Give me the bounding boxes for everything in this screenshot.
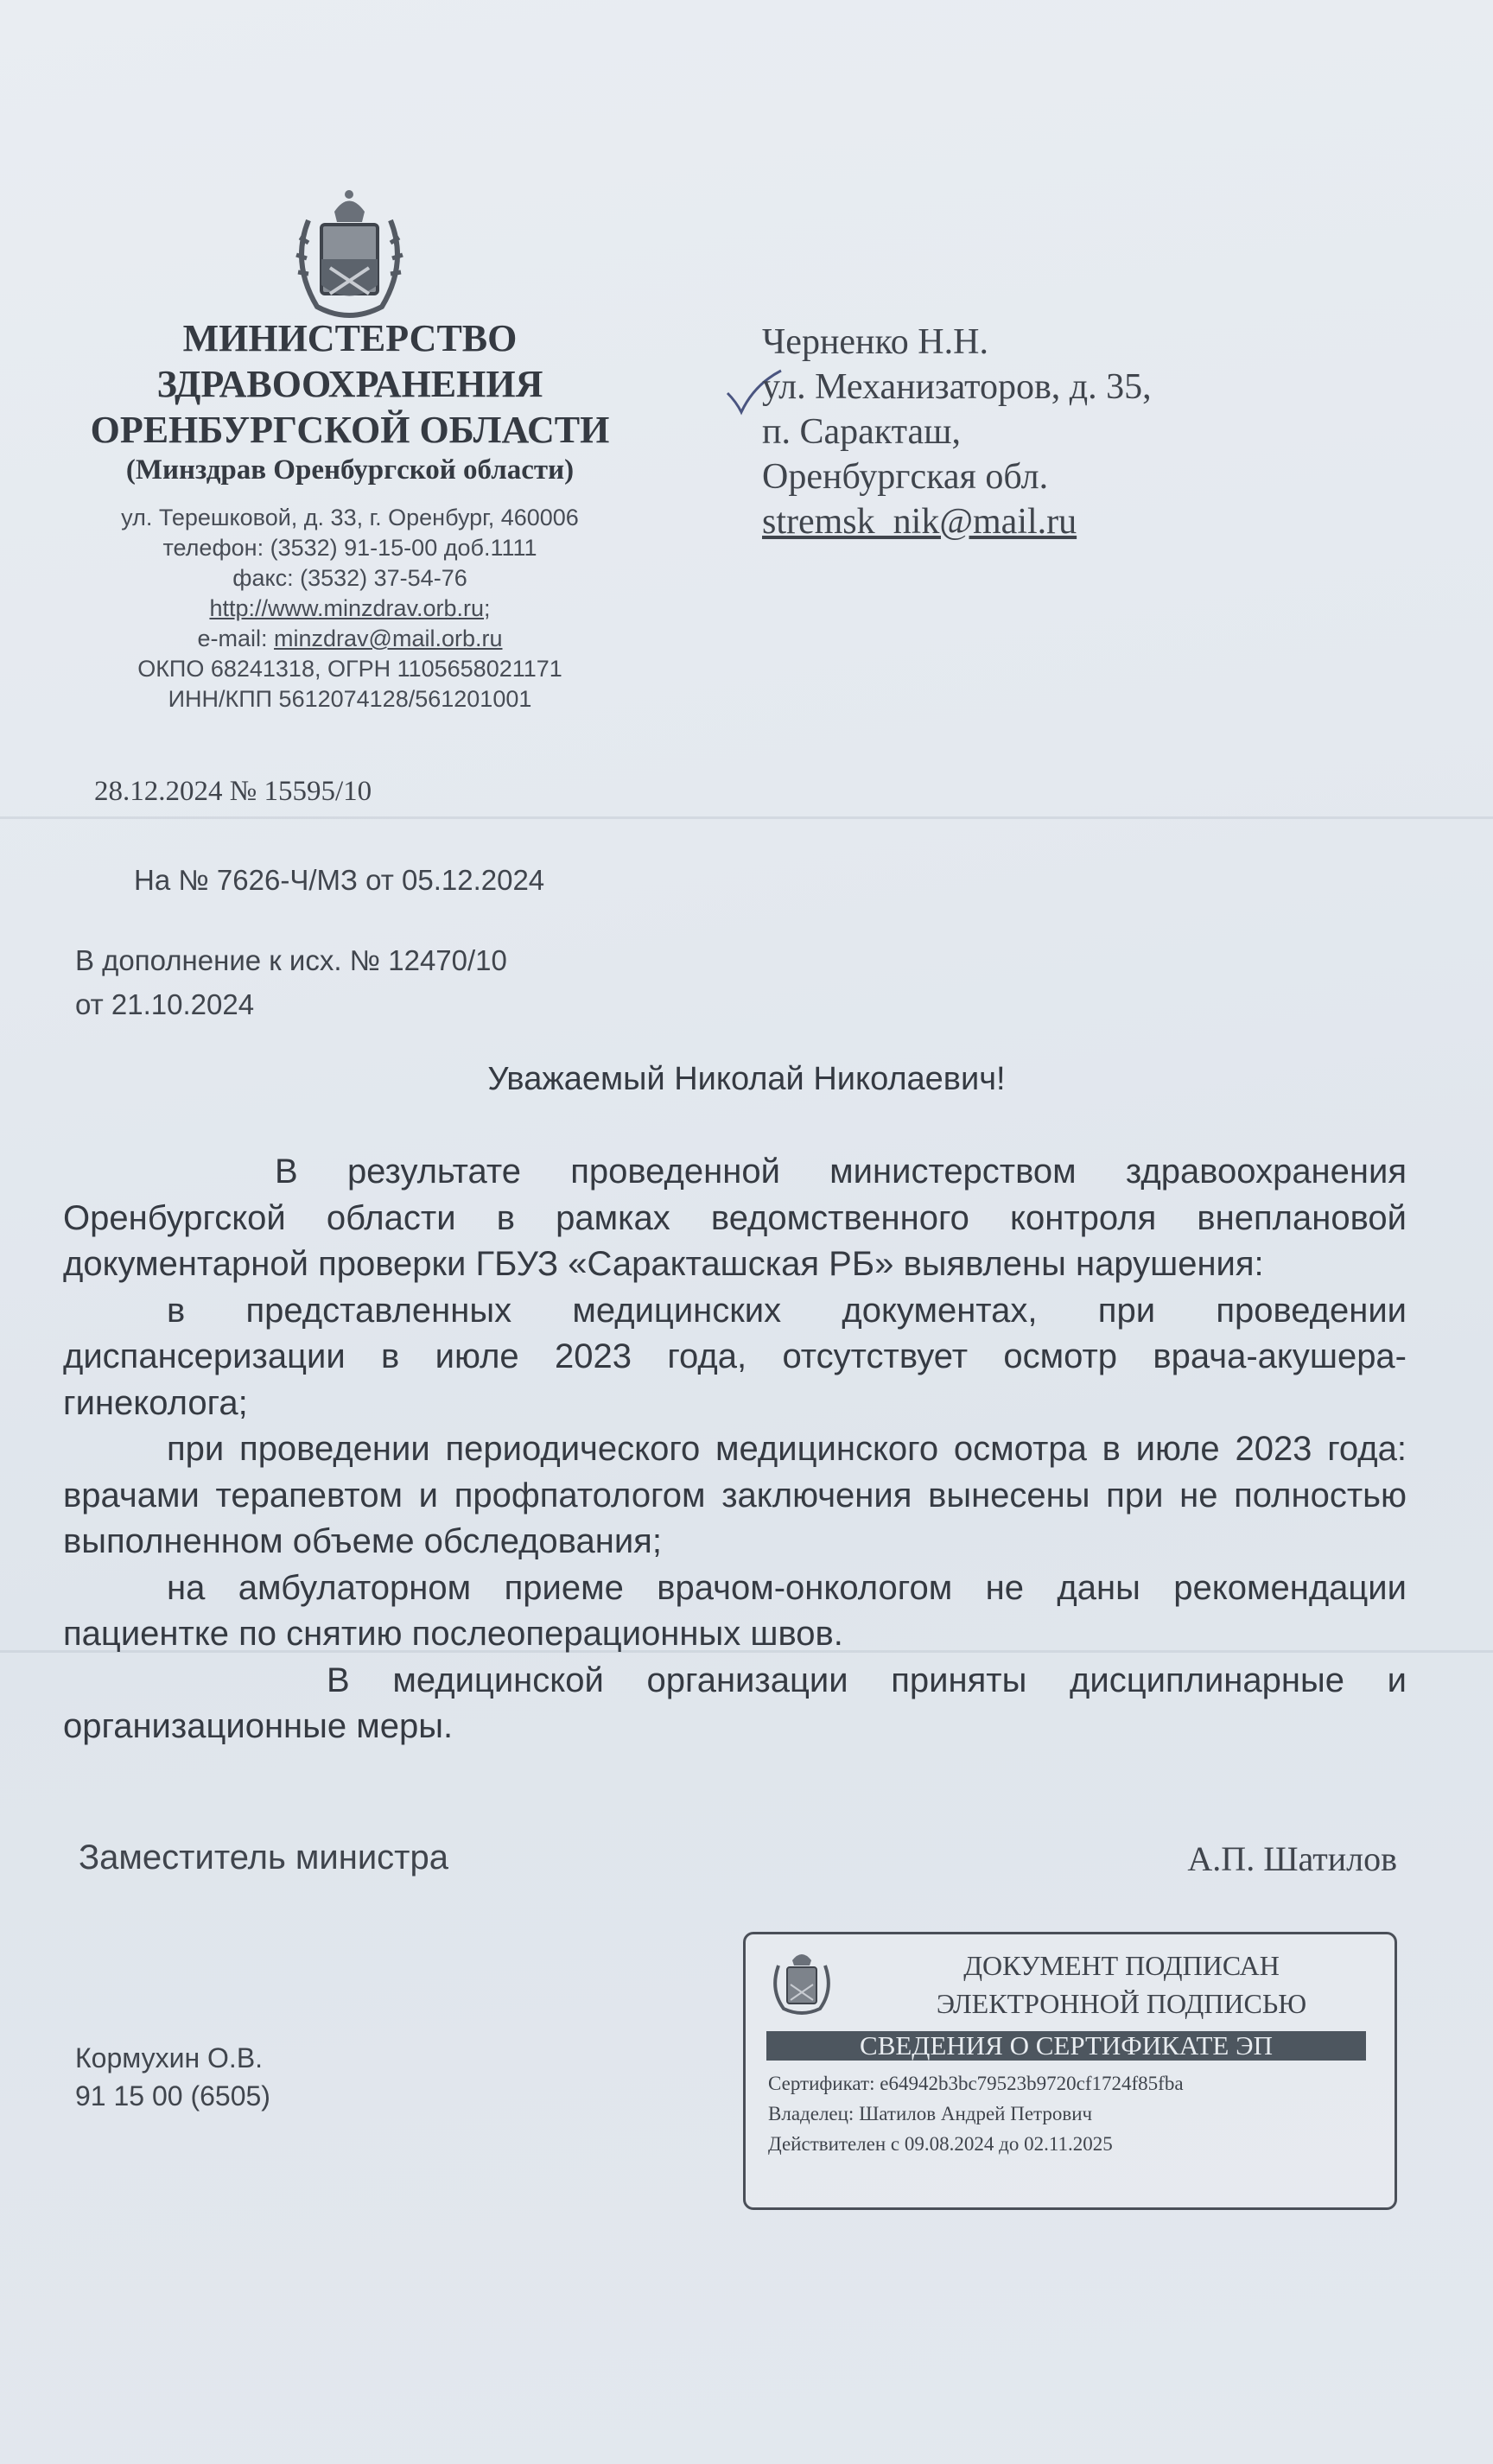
sender-okpo-ogrn: ОКПО 68241318, ОГРН 1105658021171 bbox=[137, 656, 562, 682]
body-paragraph: в представленных медицинских документах, при проведении диспансеризации в июле 2023 года, отсутствует осмотр врача-акушера-гинеколога; bbox=[63, 1291, 1407, 1422]
sender-contacts bbox=[52, 503, 648, 714]
addition-line: от 21.10.2024 bbox=[75, 988, 255, 1020]
sender-fax: факс: (3532) 37-54-76 bbox=[232, 565, 467, 591]
body-paragraph: В медицинской организации приняты дисциплинарные и организационные меры. bbox=[63, 1661, 1407, 1745]
executor-name: Кормухин О.В. bbox=[75, 2042, 264, 2073]
coat-of-arms-icon bbox=[766, 1946, 837, 2017]
recipient-email-link[interactable]: stremsk_nik@mail.ru bbox=[762, 502, 1077, 542]
body-paragraph: В результате проведенной министерством здравоохранения Оренбургской области в рамках ведомственного контроля внеплановой документарной проверки ГБУЗ «Саракташская РБ» выявлены нарушения: bbox=[63, 1153, 1407, 1283]
ministry-title-line: ЗДРАВООХРАНЕНИЯ bbox=[156, 363, 543, 405]
recipient-street: ул. Механизаторов, д. 35, bbox=[762, 367, 1152, 407]
website-suffix: ; bbox=[484, 595, 491, 621]
recipient-name: Черненко Н.Н. bbox=[762, 322, 988, 362]
stamp-certificate: Сертификат: e64942b3bc79523b9720cf1724f85fba bbox=[768, 2073, 1184, 2094]
stamp-owner: Владелец: Шатилов Андрей Петрович bbox=[768, 2103, 1093, 2124]
letter-body bbox=[63, 1149, 1407, 1750]
coat-of-arms-icon bbox=[283, 186, 416, 322]
letter-addition bbox=[75, 938, 507, 1026]
ministry-title-line: ОРЕНБУРГСКОЙ ОБЛАСТИ bbox=[90, 409, 610, 451]
stamp-validity: Действителен с 09.08.2024 до 02.11.2025 bbox=[768, 2133, 1113, 2155]
ministry-short-name: (Минздрав Оренбургской области) bbox=[125, 454, 575, 486]
recipient-region: Оренбургская обл. bbox=[762, 457, 1049, 497]
recipient-block bbox=[762, 320, 1152, 544]
sender-website-link[interactable]: http://www.minzdrav.orb.ru bbox=[209, 595, 485, 621]
letter-reply-to: На № 7626-Ч/МЗ от 05.12.2024 bbox=[134, 864, 545, 896]
stamp-title bbox=[875, 1946, 1368, 2023]
signer-position: Заместитель министра bbox=[79, 1838, 448, 1877]
letter-greeting: Уважаемый Николай Николаевич! bbox=[487, 1061, 1006, 1097]
sender-address: ул. Терешковой, д. 33, г. Оренбург, 460006 bbox=[121, 505, 579, 530]
body-paragraph: на амбулаторном приеме врачом-онкологом не даны рекомендации пациентке по снятию послеоперационных швов. bbox=[63, 1568, 1407, 1653]
stamp-certificate-bar: СВЕДЕНИЯ О СЕРТИФИКАТЕ ЭП bbox=[766, 2031, 1366, 2061]
recipient-town: п. Саракташ, bbox=[762, 412, 961, 452]
body-paragraph: при проведении периодического медицинского осмотра в июле 2023 года: врачами терапевтом и профпатологом заключения вынесены при не полностью выполненном объеме обследования; bbox=[63, 1430, 1407, 1560]
addition-line: В дополнение к исх. № 12470/10 bbox=[75, 944, 507, 976]
sender-phone: телефон: (3532) 91-15-00 доб.1111 bbox=[162, 535, 537, 561]
ministry-title-line: МИНИСТЕРСТВО bbox=[182, 317, 518, 359]
paper-fold bbox=[0, 816, 1493, 819]
email-label: e-mail: bbox=[197, 626, 275, 651]
stamp-title-line: ДОКУМЕНТ ПОДПИСАН bbox=[963, 1950, 1280, 1981]
sender-email-link[interactable]: minzdrav@mail.orb.ru bbox=[274, 626, 503, 651]
ministry-header bbox=[52, 315, 648, 487]
signer-name: А.П. Шатилов bbox=[1187, 1839, 1397, 1878]
executor-block bbox=[75, 2039, 270, 2115]
letter-date-number: 28.12.2024 № 15595/10 bbox=[94, 776, 372, 807]
e-signature-stamp bbox=[743, 1932, 1397, 2210]
executor-phone: 91 15 00 (6505) bbox=[75, 2080, 270, 2112]
sender-inn-kpp: ИНН/КПП 5612074128/561201001 bbox=[168, 686, 532, 712]
stamp-title-line: ЭЛЕКТРОННОЙ ПОДПИСЬЮ bbox=[936, 1988, 1307, 2019]
